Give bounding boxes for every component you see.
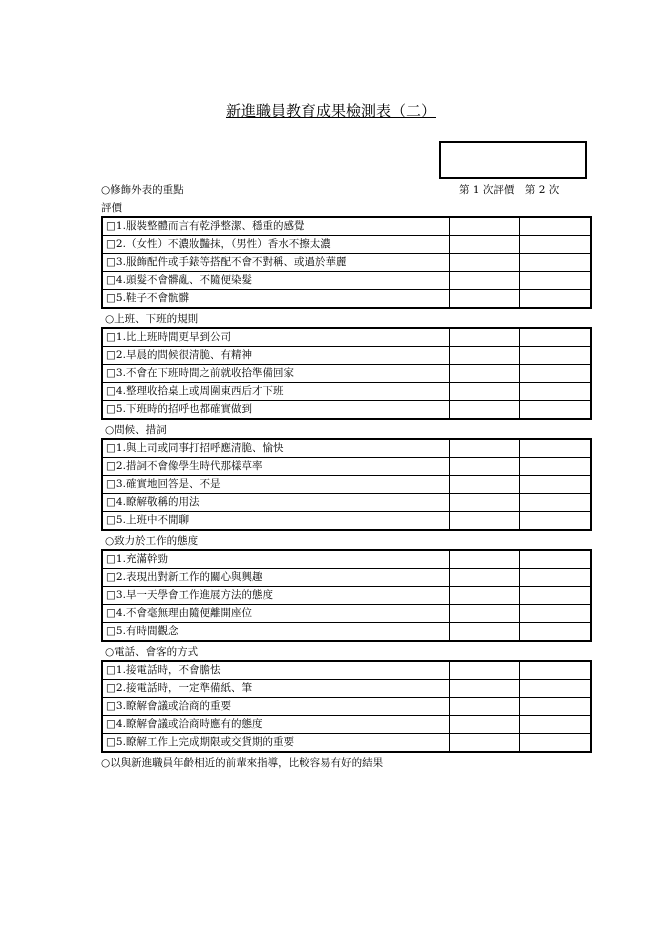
second-eval-cell[interactable] [519,383,591,401]
second-eval-cell[interactable] [519,217,591,236]
table-row [102,217,591,236]
first-eval-cell[interactable] [449,401,519,420]
second-eval-cell[interactable] [519,254,591,272]
table-row [102,623,591,642]
table-row [102,512,591,531]
checklist-table-appearance [101,216,592,309]
table-row [102,328,591,347]
checklist-item[interactable]: □3.瞭解會議或洽商的重要 [102,698,449,716]
table-row [102,680,591,698]
table-row [102,605,591,623]
first-eval-cell[interactable] [449,587,519,605]
table-row [102,439,591,458]
second-eval-cell[interactable] [519,550,591,569]
checklist-item[interactable]: □4.頭髮不會髒亂、不隨便染髮 [102,272,449,290]
checklist-item[interactable]: □5.有時間觀念 [102,623,449,642]
checklist-table-greetings [101,438,592,531]
first-eval-cell[interactable] [449,661,519,680]
first-eval-cell[interactable] [449,217,519,236]
second-eval-cell[interactable] [519,623,591,642]
second-eval-cell[interactable] [519,661,591,680]
checklist-item[interactable]: □1.服裝整體而言有乾淨整潔、穩重的感覺 [102,217,449,236]
checklist-item[interactable]: □2.早晨的問候很清脆、有精神 [102,347,449,365]
checklist-item[interactable]: □1.接電話時，不會膽怯 [102,661,449,680]
checklist-table-commute [101,327,592,420]
checklist-item[interactable]: □1.充滿幹勁 [102,550,449,569]
second-eval-cell[interactable] [519,734,591,753]
checklist-table-work-attitude [101,549,592,642]
checklist-item[interactable]: □5.瞭解工作上完成期限或交貨期的重要 [102,734,449,753]
first-eval-cell[interactable] [449,347,519,365]
first-eval-cell[interactable] [449,512,519,531]
first-eval-cell[interactable] [449,680,519,698]
section-label-commute: ○上班、下班的規則 [105,313,199,325]
first-eval-cell[interactable] [449,605,519,623]
table-row [102,569,591,587]
table-row [102,587,591,605]
table-row [102,476,591,494]
evaluation-column-header-wrap: 評價 [101,202,122,214]
table-row [102,494,591,512]
second-eval-cell[interactable] [519,680,591,698]
table-row [102,290,591,309]
first-eval-cell[interactable] [449,365,519,383]
second-eval-cell[interactable] [519,458,591,476]
table-row [102,365,591,383]
second-eval-cell[interactable] [519,716,591,734]
checklist-table-phone-visitors [101,660,592,753]
second-eval-cell[interactable] [519,290,591,309]
second-eval-cell[interactable] [519,328,591,347]
checklist-item[interactable]: □2.表現出對新工作的關心與興趣 [102,569,449,587]
first-eval-cell[interactable] [449,716,519,734]
first-eval-cell[interactable] [449,494,519,512]
checklist-item[interactable]: □1.比上班時間更早到公司 [102,328,449,347]
checklist-item[interactable]: □4.不會毫無理由隨便離開座位 [102,605,449,623]
checklist-item[interactable]: □5.鞋子不會骯髒 [102,290,449,309]
section-label-phone-visitors: ○電話、會客的方式 [105,646,199,658]
table-row [102,254,591,272]
first-eval-cell[interactable] [449,458,519,476]
second-eval-cell[interactable] [519,476,591,494]
second-eval-cell[interactable] [519,272,591,290]
first-eval-cell[interactable] [449,734,519,753]
table-row [102,347,591,365]
table-row [102,661,591,680]
second-eval-cell[interactable] [519,512,591,531]
first-eval-cell[interactable] [449,698,519,716]
first-eval-cell[interactable] [449,290,519,309]
first-eval-cell[interactable] [449,236,519,254]
first-eval-cell[interactable] [449,569,519,587]
table-row [102,383,591,401]
first-eval-cell[interactable] [449,383,519,401]
footer-note: ○以與新進職員年齡相近的前輩來指導，比較容易有好的結果 [101,757,384,769]
second-eval-cell[interactable] [519,439,591,458]
second-eval-cell[interactable] [519,587,591,605]
score-box[interactable] [439,141,587,179]
checklist-item[interactable]: □4.瞭解會議或洽商時應有的態度 [102,716,449,734]
second-eval-cell[interactable] [519,698,591,716]
second-eval-cell[interactable] [519,494,591,512]
table-row [102,550,591,569]
checklist-item[interactable]: □3.不會在下班時間之前就收拾準備回家 [102,365,449,383]
checklist-item[interactable]: □3.早一天學會工作進展方法的態度 [102,587,449,605]
first-eval-cell[interactable] [449,439,519,458]
table-row [102,458,591,476]
checklist-item[interactable]: □2.（女性）不濃妝豔抹，（男性）香水不擦太濃 [102,236,449,254]
section-header-appearance: ○修飾外表的重點 [101,184,184,196]
checklist-item[interactable]: □3.確實地回答是、不是 [102,476,449,494]
second-eval-cell[interactable] [519,569,591,587]
table-row [102,272,591,290]
checklist-item[interactable]: □5.下班時的招呼也都確實做到 [102,401,449,420]
second-eval-cell[interactable] [519,605,591,623]
first-eval-cell[interactable] [449,550,519,569]
second-eval-cell[interactable] [519,401,591,420]
first-eval-cell[interactable] [449,272,519,290]
second-eval-cell[interactable] [519,365,591,383]
checklist-item[interactable]: □2.措詞不會像學生時代那樣草率 [102,458,449,476]
first-eval-cell[interactable] [449,254,519,272]
checklist-item[interactable]: □4.瞭解敬稱的用法 [102,494,449,512]
checklist-item[interactable]: □1.與上司或同事打招呼應清脆、愉快 [102,439,449,458]
second-eval-cell[interactable] [519,347,591,365]
table-row [102,716,591,734]
checklist-item[interactable]: □4.整理收拾桌上或周圍東西后才下班 [102,383,449,401]
table-row [102,734,591,753]
checklist-item[interactable]: □5.上班中不閒聊 [102,512,449,531]
page-title-text: 新進職員教育成果檢測表（二） [225,102,436,120]
first-eval-cell[interactable] [449,328,519,347]
section-label-greetings: ○問候、措詞 [105,424,167,436]
checklist-item[interactable]: □3.服飾配件或手錶等搭配不會不對稱、或過於華麗 [102,254,449,272]
first-eval-cell[interactable] [449,623,519,642]
table-row [102,236,591,254]
first-eval-cell[interactable] [449,476,519,494]
checklist-item[interactable]: □2.接電話時，一定準備紙、筆 [102,680,449,698]
second-eval-cell[interactable] [519,236,591,254]
evaluation-column-header: 第 1 次評價 第 2 次 [459,184,560,196]
section-label-work-attitude: ○致力於工作的態度 [105,535,199,547]
table-row [102,698,591,716]
table-row [102,401,591,420]
page-title [0,100,662,121]
